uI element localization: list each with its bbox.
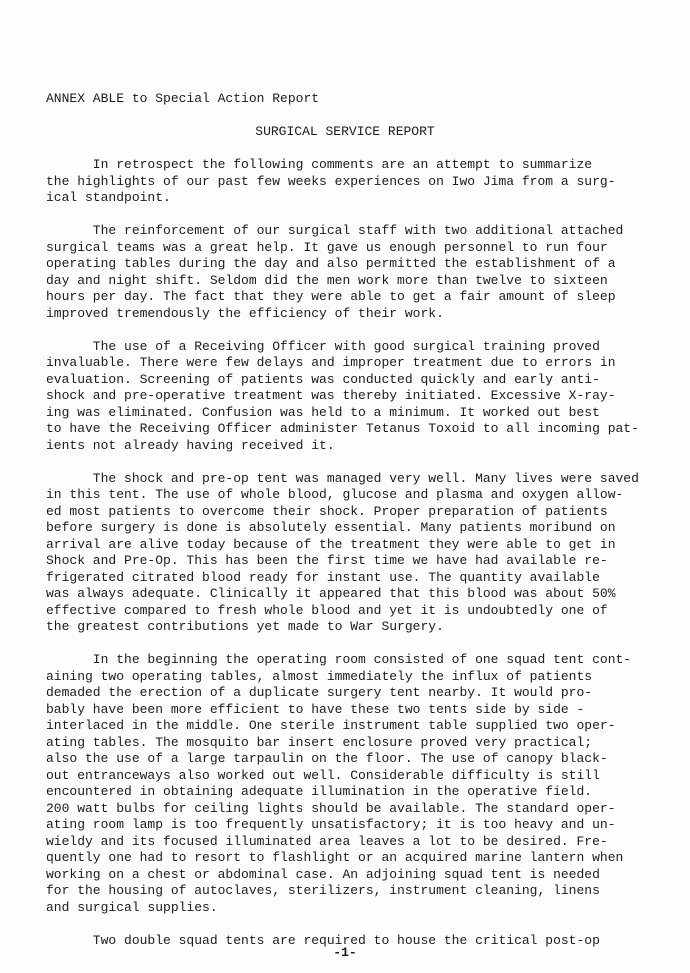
text-line: interlaced in the middle. One sterile instrument table supplied two oper-: [46, 718, 616, 733]
text-line: improved tremendously the efficiency of their work.: [46, 305, 444, 321]
text-line: The reinforcement of our surgical staff with two additional attached: [46, 223, 624, 238]
text-line: for the housing of autoclaves, sterilizers, instrument cleaning, linens: [46, 883, 600, 898]
paragraph-reinforcement: [46, 223, 676, 322]
text-line: the highlights of our past few weeks experiences on Iwo Jima from a surg-: [46, 173, 616, 189]
text-line: encountered in obtaining adequate illumination in the operative field.: [46, 784, 593, 799]
report-title: SURGICAL SERVICE REPORT: [255, 124, 435, 139]
text-line: before surgery is done is absolutely essential. Many patients moribund on: [46, 520, 616, 535]
annex-heading: ANNEX ABLE to Special Action Report: [46, 91, 320, 106]
text-line: The shock and pre-op tent was managed very well. Many lives were saved: [46, 470, 639, 486]
text-line: Two double squad tents are required to house the critical post-op: [46, 932, 600, 948]
text-line: ing was eliminated. Confusion was held to a minimum. It worked out best: [46, 404, 600, 420]
text-line: to have the Receiving Officer administer Tetanus Toxoid to all incoming pat-: [46, 421, 639, 436]
paragraph-shock-tent: [46, 471, 676, 636]
paragraph-receiving-officer: [46, 339, 676, 455]
page-number: -1-: [333, 945, 357, 960]
text-line: 200 watt bulbs for ceiling lights should be available. The standard oper-: [46, 800, 616, 816]
text-line: invaluable. There were few delays and improper treatment due to errors in: [46, 355, 616, 370]
text-line: evaluation. Screening of patients was conducted quickly and early anti-: [46, 371, 600, 387]
text-line: working on a chest or abdominal case. An adjoining squad tent is needed: [46, 866, 600, 882]
text-line: In the beginning the operating room consisted of one squad tent cont-: [46, 652, 632, 667]
text-line: bably have been more efficient to have these two tents side by side -: [46, 701, 585, 717]
text-line: effective compared to fresh whole blood and yet it is undoubtedly one of: [46, 602, 608, 618]
text-line: in this tent. The use of whole blood, glucose and plasma and oxygen allow-: [46, 487, 624, 502]
text-line: quently one had to resort to flashlight or an acquired marine lantern when: [46, 850, 624, 865]
text-line: The use of a Receiving Officer with good surgical training proved: [46, 338, 600, 354]
text-line: In retrospect the following comments are an attempt to summarize: [46, 157, 593, 172]
text-line: Shock and Pre-Op. This has been the first time we have had available re-: [46, 553, 608, 568]
text-line: ating room lamp is too frequently unsatisfactory; it is too heavy and un-: [46, 817, 616, 832]
text-line: day and night shift. Seldom did the men work more than twelve to sixteen: [46, 272, 608, 288]
text-line: shock and pre-operative treatment was thereby initiated. Excessive X-ray-: [46, 388, 616, 403]
text-line: surgical teams was a great help. It gave us enough personnel to run four: [46, 239, 608, 255]
text-line: arrival are alive today because of the treatment they were able to get in: [46, 536, 616, 552]
text-line: operating tables during the day and also permitted the establishment of a: [46, 256, 616, 271]
text-line: ed most patients to overcome their shock. Proper preparation of patients: [46, 503, 608, 519]
text-line: frigerated citrated blood ready for instant use. The quantity available: [46, 569, 600, 585]
text-line: hours per day. The fact that they were able to get a fair amount of sleep: [46, 289, 616, 304]
text-line: was always adequate. Clinically it appeared that this blood was about 50%: [46, 586, 616, 601]
text-line: also the use of a large tarpaulin on the floor. The use of canopy black-: [46, 751, 608, 766]
text-line: ical standpoint.: [46, 190, 171, 205]
text-line: ients not already having received it.: [46, 437, 335, 453]
paragraph-retrospect: [46, 157, 676, 207]
text-line: and surgical supplies.: [46, 899, 218, 915]
text-line: the greatest contributions yet made to War Surgery.: [46, 619, 444, 634]
text-line: out entranceways also worked out well. Considerable difficulty is still: [46, 767, 600, 783]
text-line: aining two operating tables, almost immediately the influx of patients: [46, 668, 593, 684]
text-line: demaded the erection of a duplicate surgery tent nearby. It would pro-: [46, 685, 593, 700]
report-body: [46, 157, 676, 966]
text-line: wieldy and its focused illuminated area leaves a lot to be desired. Fre-: [46, 833, 608, 849]
paragraph-operating-room: [46, 652, 676, 916]
text-line: ating tables. The mosquito bar insert enclosure proved very practical;: [46, 734, 593, 750]
